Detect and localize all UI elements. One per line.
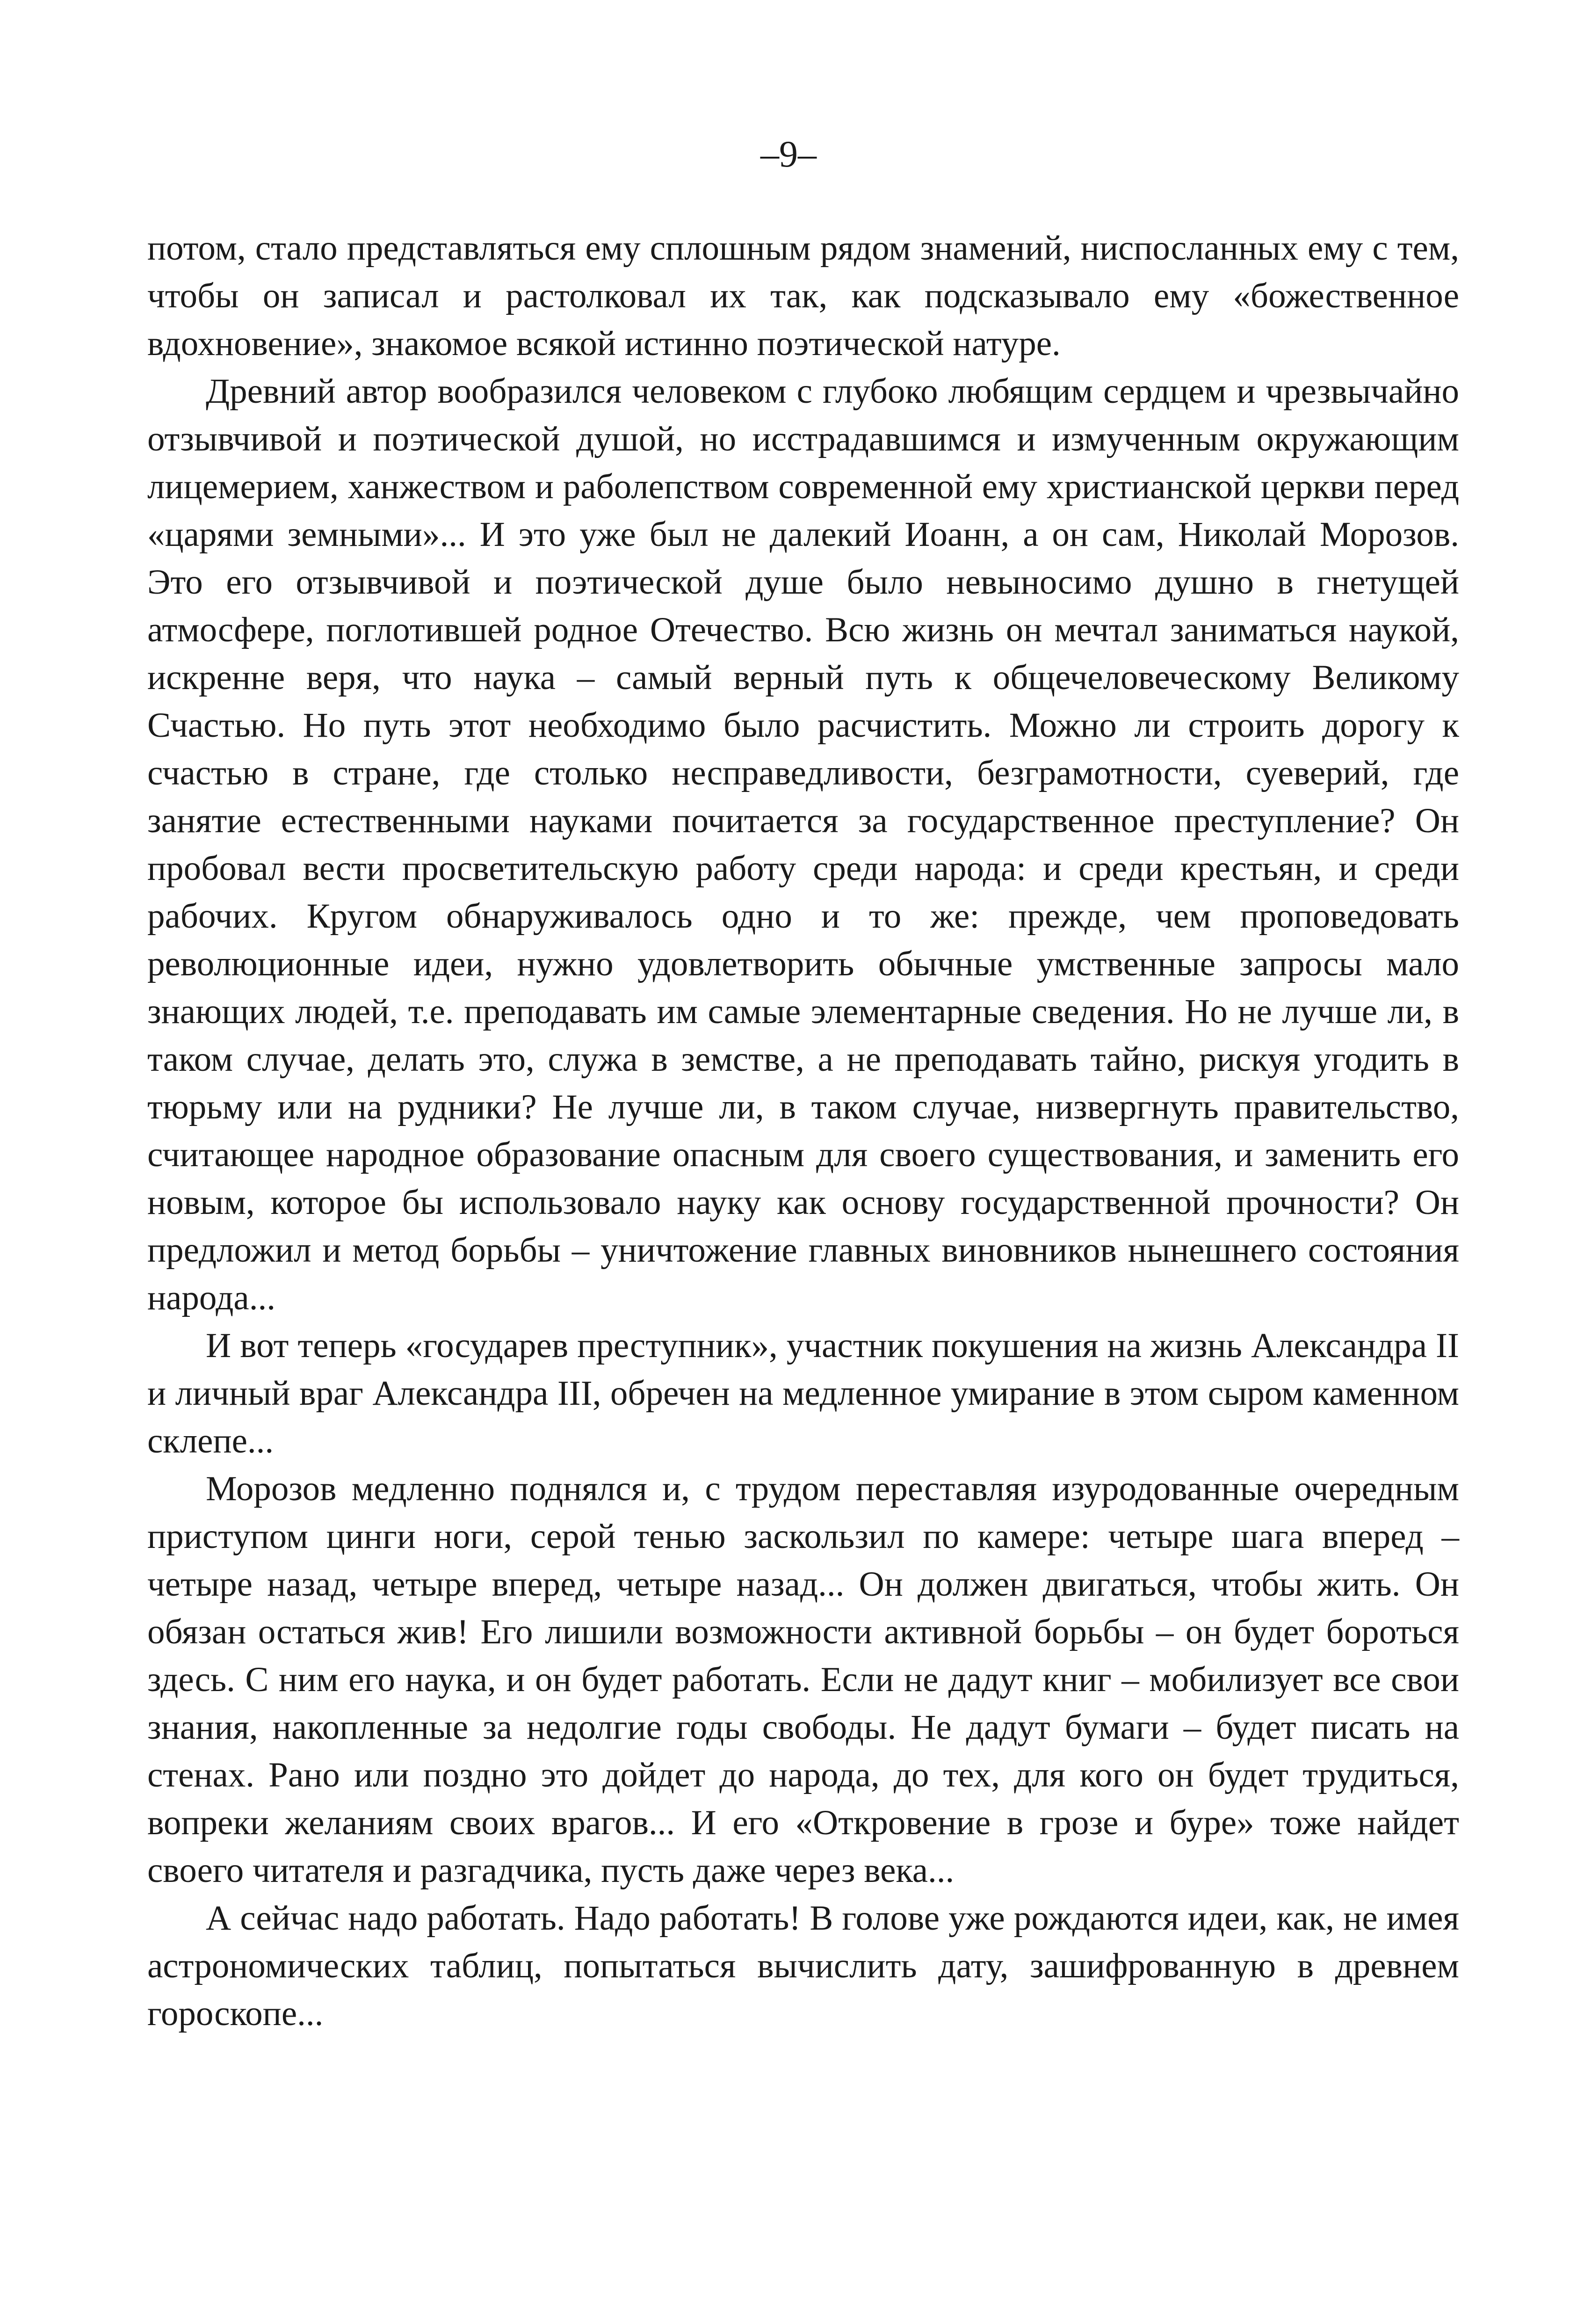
paragraph: И вот теперь «государев преступник», участник покушения на жизнь Александра II и личный враг Александра III, обречен на медленное умирание в этом сыром каменном склепе... [147, 1326, 1459, 1460]
paragraph: Древний автор вообразился человеком с глубоко любящим сердцем и чрезвычайно отзывчивой и поэтической душой, но исстрадавшимся и измученным окружающим лицемерием, ханжеством и раболепством современной ему христианской церкви перед «царями земными»... И это уже был не далекий Иоанн, а он сам, Николай Морозов. Это его отзывчивой и поэтической душе было невыносимо душно в гнетущей атмосфере, поглотившей родное Отечество. Всю жизнь он мечтал заниматься наукой, искренне веря, что наука – самый верный путь к общечеловеческому Великому Счастью. Но путь этот необходимо было расчистить. Можно ли строить дорогу к счастью в стране, где столько несправедливости, безграмотности, суеверий, где занятие естественными науками почитается за государственное преступление? Он пробовал вести просветительскую работу среди народа: и среди крестьян, и среди рабочих. Кругом обнаруживалось одно и то же: прежде, чем проповедовать революционные идеи, нужно удовлетворить обычные умственные запросы мало знающих людей, т.е. преподавать им самые элементарные сведения. Но не лучше ли, в таком случае, делать это, служа в земстве, а не преподавать тайно, рискуя угодить в тюрьму или на рудники? Не лучше ли, в таком случае, низвергнуть правительство, считающее народное образование опасным для своего существования, и заменить его новым, которое бы использовало науку как основу государственной прочности? Он предложил и метод борьбы – уничтожение главных виновников нынешнего состояния народа... [147, 372, 1459, 1317]
paragraph: А сейчас надо работать. Надо работать! В голове уже рождаются идеи, как, не имея астрономических таблиц, попытаться вычислить дату, зашифрованную в древнем гороскопе... [147, 1899, 1459, 2033]
body-text [147, 225, 1459, 2038]
paragraph: Морозов медленно поднялся и, с трудом переставляя изуродованные очередным приступом цинги ноги, серой тенью заскользил по камере: четыре шага вперед – четыре назад, четыре вперед, четыре назад... Он должен двигаться, чтобы жить. Он обязан остаться жив! Его лишили возможности активной борьбы – он будет бороться здесь. С ним его наука, и он будет работать. Если не дадут книг – мобилизует все свои знания, накопленные за недолгие годы свободы. Не дадут бумаги – будет писать на стенах. Рано или поздно это дойдет до народа, до тех, для кого он будет трудиться, вопреки желаниям своих врагов... И его «Откровение в грозе и буре» тоже найдет своего читателя и разгадчика, пусть даже через века... [147, 1469, 1459, 1890]
paragraph-continued: потом, стало представляться ему сплошным рядом знамений, ниспосланных ему с тем, чтобы он записал и растолковал их так, как подсказывало ему «божественное вдохновение», знакомое всякой истинно поэтической натуре. [147, 229, 1459, 363]
page-number: –9– [760, 134, 817, 175]
